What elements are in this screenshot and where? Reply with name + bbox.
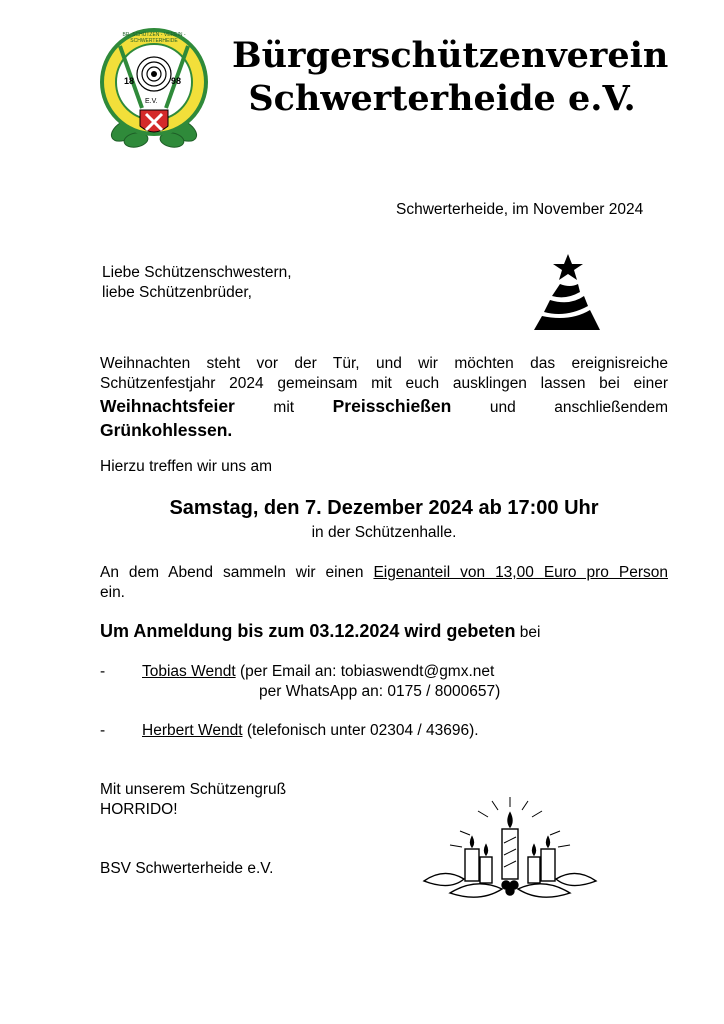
body-line-3 [100,395,668,419]
fee-amount: Eigenanteil von 13,00 Euro pro Person [373,564,668,581]
contact-name: Herbert Wendt [142,722,243,739]
christmas-tree-icon [530,252,602,334]
contact-line-1 [142,721,479,741]
closing-line-2: HORRIDO! [100,801,178,818]
event-date: Samstag, den 7. Dezember 2024 ab 17:00 Uhr [169,497,599,519]
date-line: Schwerterheide, im November 2024 [396,201,644,218]
page-title [232,34,669,120]
registration-deadline: Um Anmeldung bis zum 03.12.2024 wird gebeten [100,621,516,641]
title-line-2: Schwerterheide e.V. [248,78,636,119]
body-line-2: Schützenfestjahr 2024 gemeinsam mit euch ausklingen lassen bei einer [100,375,668,392]
registration-line [100,621,540,642]
logo-year-right: 98 [171,76,182,86]
signature: BSV Schwerterheide e.V. [100,860,274,877]
event-venue: in der Schützenhalle. [311,524,457,541]
contact-whatsapp: per WhatsApp an: 0175 / 8000657) [259,683,501,700]
fee-text: An dem Abend sammeln wir einen [100,564,374,581]
fee-line-1 [100,563,668,583]
title-line-1: Bürgerschützenverein [232,35,669,76]
contact-name: Tobias Wendt [142,663,236,680]
contact-line-1 [142,662,494,682]
fee-line-2: ein. [100,584,125,601]
logo-abbr: E.V. [145,98,158,105]
advent-candles-icon [420,793,600,905]
contact-dash: - [100,663,106,680]
body-word-after: anschließendem [554,399,668,416]
contact-email: (per Email an: tobiaswendt@gmx.net [235,663,495,680]
salutation-line-1: Liebe Schützenschwestern, [102,264,292,281]
club-logo [96,26,212,150]
body-period: . [227,420,233,440]
logo-ring-text: BR. SCHÜTZEN - VEREIN - SCHWERTERHEIDE [122,32,186,44]
meet-line: Hierzu treffen wir uns am [100,458,272,475]
salutation-line-2: liebe Schützenbrüder, [102,284,252,301]
closing-line-1: Mit unserem Schützengruß [100,781,287,798]
event-name: Weihnachtsfeier [100,396,235,416]
body-line-4 [100,419,668,443]
closing [100,780,286,820]
body-line-1: Weihnachten steht vor der Tür, und wir möchten das ereignisreiche [100,355,668,372]
fee-paragraph [100,563,668,603]
logo-year-left: 18 [124,76,135,86]
event-activity: Preisschießen [332,396,452,416]
body-word-und: und [489,399,516,416]
contact-phone: (telefonisch unter 02304 / 43696). [242,722,479,739]
contact-dash: - [100,722,106,739]
club-emblem-icon [96,26,212,150]
body-paragraph [100,354,668,443]
event-meal: Grünkohlessen [100,420,228,440]
registration-suffix: bei [515,624,541,641]
salutation [102,263,292,303]
body-word-mit: mit [273,399,295,416]
